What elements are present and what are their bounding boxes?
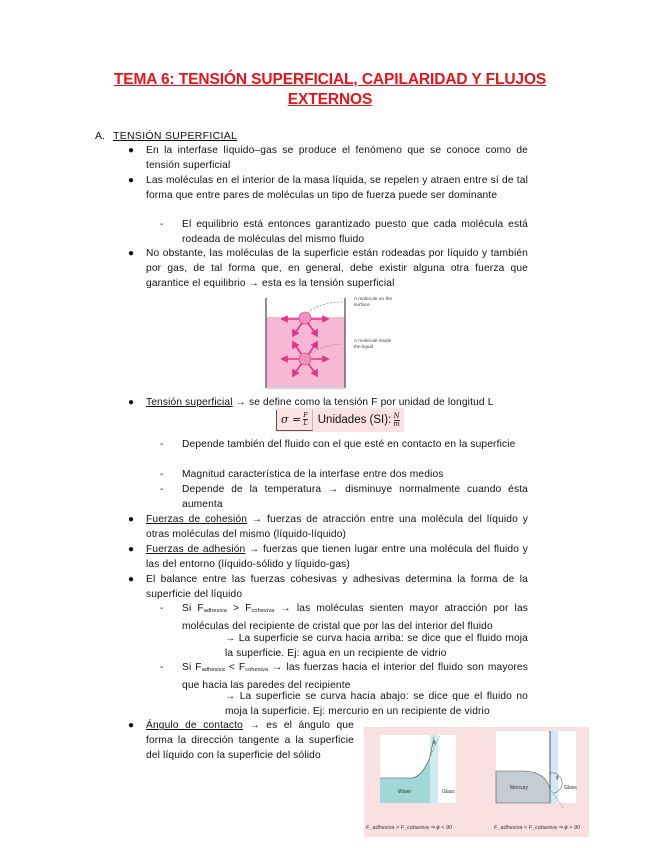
term-contact-angle: Ángulo de contacto xyxy=(146,720,243,731)
title-line-2: EXTERNOS xyxy=(287,91,373,108)
units-denominator: m xyxy=(393,419,400,428)
text-part: Si F xyxy=(182,662,202,673)
surface-tension-figure xyxy=(262,293,402,390)
bullet-text xyxy=(146,542,528,572)
label-angle-left: ϕ xyxy=(433,740,436,746)
section-heading xyxy=(95,130,237,142)
units-fraction xyxy=(393,413,400,428)
consequence-item xyxy=(225,689,528,719)
bullet-text xyxy=(146,718,354,763)
term-tension-superficial: Tensión superficial xyxy=(146,397,233,408)
sub-item-text: Depende de la temperatura → disminuye normalmente cuando ésta aumenta xyxy=(182,484,528,510)
bullet-text: El balance entre las fuerzas cohesivas y adhesivas determina la forma de la superficie del líquido xyxy=(146,574,528,600)
title-line-1: TEMA 6: TENSIÓN SUPERFICIAL, CAPILARIDAD Y FLUJOS xyxy=(113,71,547,88)
term-cohesion: Fuerzas de cohesión xyxy=(146,514,248,525)
bullet-icon: ● xyxy=(128,397,135,408)
bullet-icon: ● xyxy=(128,514,135,525)
formula-box xyxy=(276,410,313,431)
page-title xyxy=(80,70,580,110)
subscript: cohesiva xyxy=(245,667,269,673)
text-part: Si F xyxy=(182,603,204,614)
subscript: adhesiva xyxy=(201,667,225,673)
fraction-denominator: L xyxy=(303,419,308,427)
subscript: cohesiva xyxy=(251,608,275,614)
caption-right: F_adhesiva < F_cohesiva ⇒ ϕ > 90 xyxy=(494,825,580,831)
definition-text: → fuerzas que tienen lugar entre una molécula del fluido y las del entorno (líquido-sólido y líquido-gas) xyxy=(146,544,528,570)
units-label: Unidades (SI): xyxy=(317,414,392,426)
section-letter: A. xyxy=(95,130,105,142)
term-adhesion: Fuerzas de adhesión xyxy=(146,544,246,555)
sub-item-text xyxy=(182,601,528,634)
bullet-icon: ● xyxy=(128,574,135,585)
dash-icon: - xyxy=(160,469,164,480)
text-part: → las moléculas sienten mayor atracción por las moléculas del recipiente de cristal que por las del interior del fluido xyxy=(182,603,529,632)
label-water: Water xyxy=(398,789,412,795)
dash-icon: - xyxy=(160,662,164,673)
formula-lhs: σ = xyxy=(281,413,302,426)
sub-item-text: Magnitud característica de la interfase entre dos medios xyxy=(182,469,444,480)
definition-text: → es el ángulo que forma la dirección tangente a la superficie del líquido con la superficie del sólido xyxy=(146,720,354,761)
definition-text: → se define como la tensión F por unidad de longitud L xyxy=(232,397,494,408)
contact-angle-diagrams-icon xyxy=(364,727,589,837)
text-part: < F xyxy=(224,662,246,673)
contact-angle-figure xyxy=(364,727,589,837)
dash-icon: - xyxy=(160,603,164,614)
surface-tension-formula xyxy=(276,408,404,432)
sub-item-text: El equilibrio está entonces garantizado puesto que cada molécula está rodeada de moléculas del mismo fluido xyxy=(182,219,528,245)
text-part: → las fuerzas hacia el interior del fluido son mayores que hacia las paredes del recipiente xyxy=(182,662,528,691)
subscript: adhesiva xyxy=(203,608,227,614)
bullet-icon: ● xyxy=(128,145,135,156)
consequence-text: → La superficie se curva hacia abajo: se dice que el fluido no moja la superficie. Ej: mercurio en un recipiente de vidrio xyxy=(225,691,528,717)
bullet-text: No obstante, las moléculas de la superficie están rodeadas por líquido y también por gas, de tal forma que, en general, debe existir alguna otra fuerza que garantice el equilibrio → esta es la tensión superficial xyxy=(146,248,528,289)
units-numerator: N xyxy=(393,411,400,420)
label-inside-molecule: A molecule inside the liquid xyxy=(354,339,392,350)
bullet-text: En la interfase líquido–gas se produce el fenómeno que se conoce como de tensión superficial xyxy=(146,145,528,171)
bullet-icon: ● xyxy=(128,175,135,186)
label-mercury: Mercury xyxy=(510,785,529,791)
bullet-icon: ● xyxy=(128,720,135,731)
dash-icon: - xyxy=(160,439,164,450)
dash-icon: - xyxy=(160,484,164,495)
bullet-text xyxy=(146,512,528,542)
label-glass-right: Glass xyxy=(564,785,577,791)
label-angle-right: ϕ xyxy=(556,775,559,781)
bullet-text: Las moléculas en el interior de la masa líquida, se repelen y atraen entre sí de tal forma que entre pares de moléculas un tipo de fuerza puede ser dominante xyxy=(146,175,528,201)
bullet-icon: ● xyxy=(128,248,135,259)
consequence-item xyxy=(225,631,528,661)
caption-left: F_adhesiva > F_cohesiva ⇒ ϕ < 90 xyxy=(366,825,452,831)
text-part: > F xyxy=(226,603,252,614)
label-surface-molecule: A molecule on the surface xyxy=(354,297,393,308)
consequence-text: → La superficie se curva hacia arriba: se dice que el fluido moja la superficie. Ej: agua en un recipiente de vidrio xyxy=(225,633,528,659)
definition-text: → fuerzas de atracción entre una molécula del líquido y otras moléculas del mismo (líquido-líquido) xyxy=(146,514,528,540)
formula-fraction xyxy=(303,412,308,427)
label-glass-left: Glass xyxy=(442,789,455,795)
section-title: TENSIÓN SUPERFICIAL xyxy=(113,130,238,142)
dash-icon: - xyxy=(160,219,164,230)
bullet-icon: ● xyxy=(128,544,135,555)
fraction-numerator: F xyxy=(303,411,308,419)
sub-item-text: Depende también del fluido con el que esté en contacto en la superficie xyxy=(182,439,516,450)
